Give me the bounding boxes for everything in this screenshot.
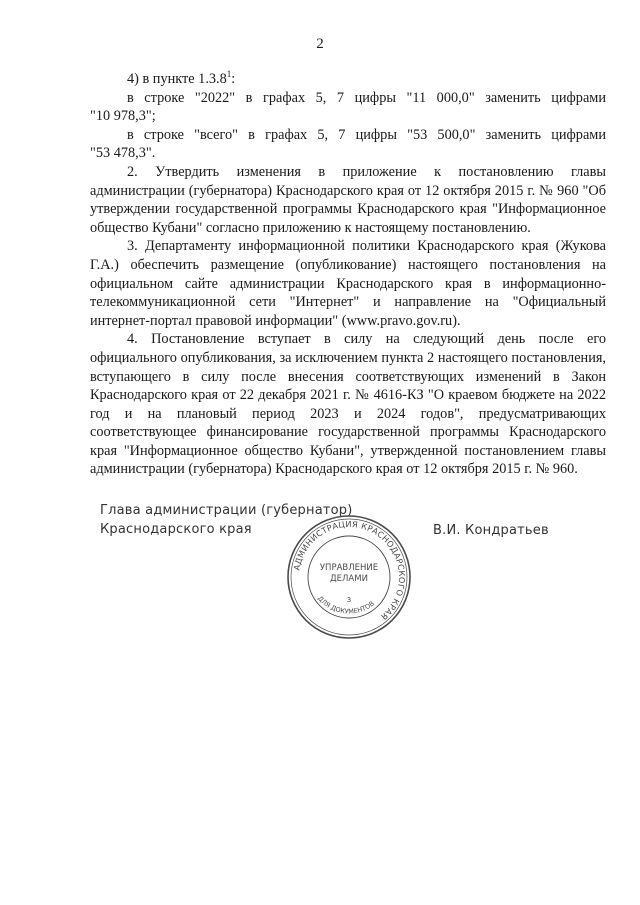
signature-name: В.И. Кондратьев <box>433 523 549 538</box>
amendment-row-2022-line1: в строке "2022" в графах 5, 7 цифры "11 000,0" заменить цифрами <box>127 89 606 106</box>
amendment-point <box>90 70 606 89</box>
amendment-point-superscript: 1 <box>226 69 232 80</box>
signature-title-line1: Глава администрации (губернатор) <box>100 503 353 518</box>
amendment-point-text: 4) в пункте 1.3.8 <box>127 71 227 87</box>
official-seal <box>286 514 412 640</box>
signature-title-line2: Краснодарского края <box>100 522 252 537</box>
seal-ring-text: АДМИНИСТРАЦИЯ КРАСНОДАРСКОГО КРАЯ <box>291 518 408 623</box>
amendment-row-2022-line2: "10 978,3"; <box>90 108 156 125</box>
amendment-row-total-line2: "53 478,3". <box>90 145 156 162</box>
paragraph-2: 2. Утвердить изменения в приложение к постановлению главы администрации (губернатора) Краснодарского края от 12 октября 2015 г. № 960 "Об утверждении государственной программы Краснодарского края "Информационное общество Кубани" согласно приложению к настоящему постановлению. <box>90 163 606 236</box>
seal-number: 3 <box>346 596 352 604</box>
document-body <box>90 70 606 479</box>
amendment-point-colon: : <box>231 71 236 87</box>
paragraph-3: 3. Департаменту информационной политики Краснодарского края (Жукова Г.А.) обеспечить размещение (опубликование) настоящего постановления на официальном сайте администрации Краснодарского края в информационно-телекоммуникационной сети "Интернет" и направление на "Официальный интернет-портал правовой информации" (www.pravo.gov.ru). <box>90 238 606 329</box>
paragraph-4: 4. Постановление вступает в силу на следующий день после его официального опубликования, за исключением пункта 2 настоящего постановления, вступающего в силу после внесения соответствующих изменений в Закон Краснодарского края от 22 декабря 2021 г. № 4616-КЗ "О краевом бюджете на 2022 год и на плановый период 2023 и 2024 годов", предусматривающих соответствующее финансирование государственной программы Краснодарского края "Информационное общество Кубани", утвержденной постановлением главы администрации (губернатора) Краснодарского края от 12 октября 2015 г. № 960. <box>90 331 606 478</box>
seal-center-line1: УПРАВЛЕНИЕ <box>319 563 379 573</box>
seal-bottom-text: ДЛЯ ДОКУМЕНТОВ <box>316 594 376 616</box>
seal-center-line2: ДЕЛАМИ <box>330 574 368 584</box>
amendment-row-total-line1: в строке "всего" в графах 5, 7 цифры "53 500,0" заменить цифрами <box>127 126 606 143</box>
page-number: 2 <box>316 36 324 52</box>
